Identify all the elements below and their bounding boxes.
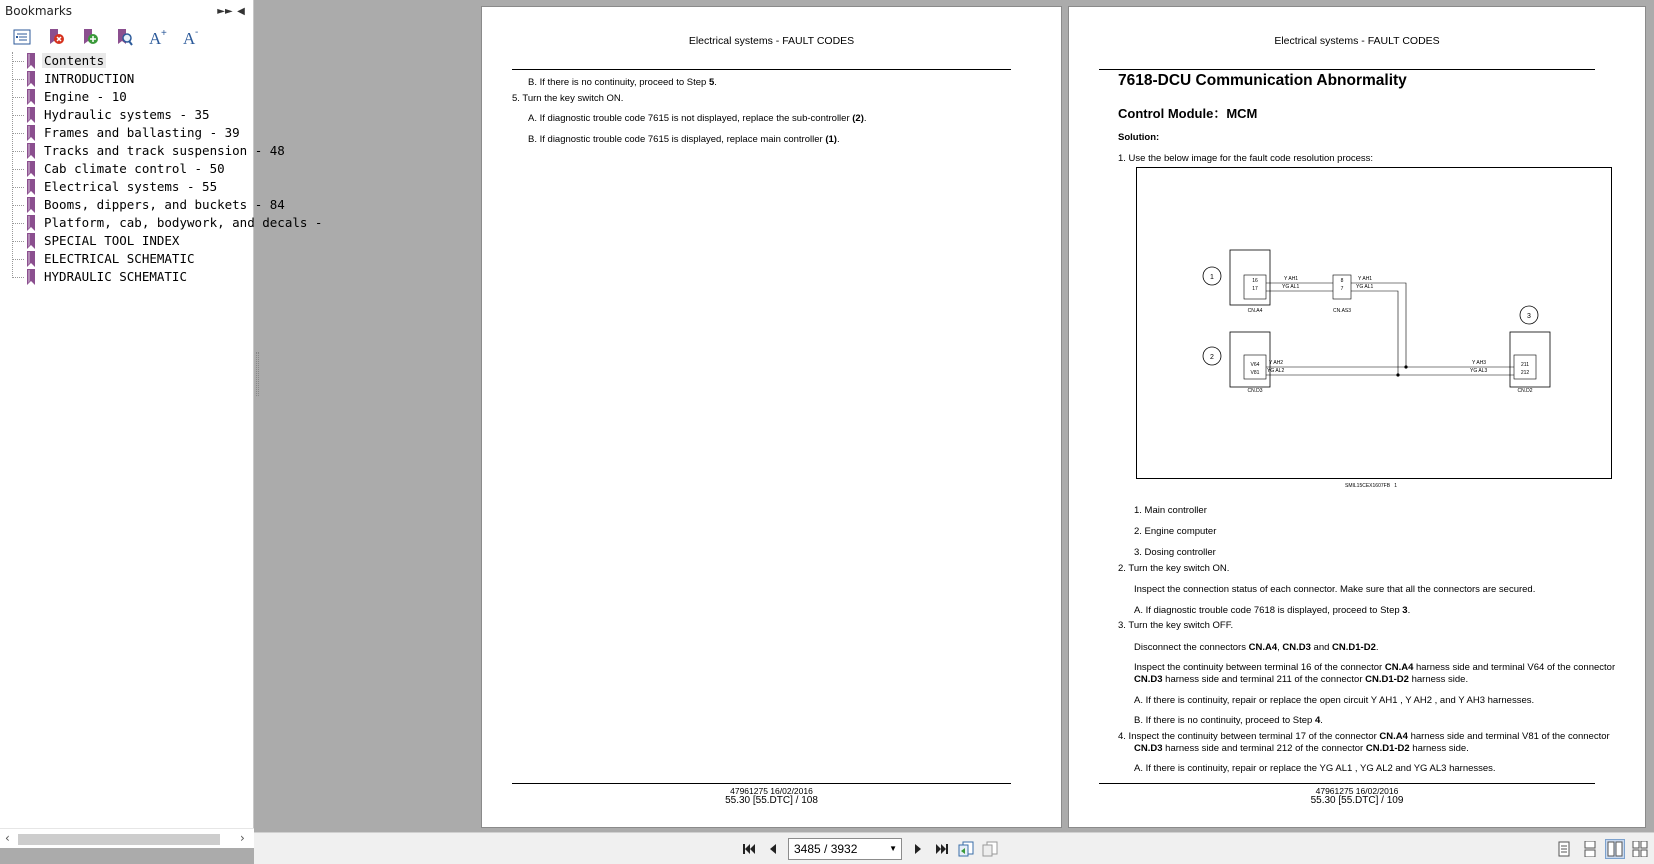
bookmark-item[interactable]	[0, 142, 285, 160]
header-rule	[512, 69, 1011, 70]
step-3-disconnect: Disconnect the connectors CN.A4, CN.D3 and CN.D1-D2.	[1134, 642, 1379, 653]
bookmark-icon	[26, 251, 36, 267]
page-header: Electrical systems - FAULT CODES	[1274, 35, 1440, 47]
page-footer	[482, 786, 1061, 806]
connector-label: CN.D2	[1517, 388, 1533, 394]
bookmark-label: SPECIAL TOOL INDEX	[44, 233, 180, 248]
next-view-icon[interactable]	[981, 839, 999, 859]
scroll-right-icon[interactable]: ›	[240, 831, 245, 845]
pin-label: 7	[1340, 286, 1344, 292]
svg-text:A: A	[149, 29, 162, 46]
bookmarks-panel	[0, 0, 323, 848]
wire-label: YG AL2	[1267, 368, 1285, 374]
facing-icon[interactable]	[1605, 839, 1625, 859]
pin-label: 16	[1252, 278, 1258, 284]
bookmark-icon	[26, 107, 36, 123]
find-bookmark-icon[interactable]	[110, 25, 138, 49]
bookmark-icon	[26, 179, 36, 195]
callout-1: 1	[1210, 274, 1214, 281]
bookmark-icon	[26, 215, 36, 231]
bookmark-label: Booms, dippers, and buckets - 84	[44, 197, 285, 212]
document-page-right	[1068, 6, 1646, 828]
bookmark-item[interactable]	[0, 160, 253, 178]
step-text: B. If diagnostic trouble code 7615 is displayed, replace main controller (1).	[528, 134, 840, 145]
footer-doc-id: 47961275 16/02/2016	[1315, 786, 1399, 796]
step-4-a: A. If there is continuity, repair or replace the YG AL1 , YG AL2 and YG AL3 harnesses.	[1134, 763, 1496, 774]
bookmarks-title: Bookmarks	[5, 4, 73, 18]
bookmark-label: ELECTRICAL SCHEMATIC	[44, 251, 195, 266]
step-3-a: A. If there is continuity, repair or replace the open circuit Y AH1 , Y AH2 , and Y AH3 harnesses.	[1134, 695, 1535, 706]
bookmark-label: HYDRAULIC SCHEMATIC	[44, 269, 187, 284]
bookmark-item[interactable]	[0, 52, 253, 70]
pin-label: 211	[1521, 362, 1529, 368]
delete-bookmark-icon[interactable]	[42, 25, 70, 49]
bookmark-icon	[26, 53, 36, 69]
bookmarks-toolbar	[0, 22, 253, 52]
pin-label: V64	[1250, 362, 1260, 368]
bookmark-label: Tracks and track suspension - 48	[44, 143, 285, 158]
collapse-panel-icon[interactable]: ◀	[237, 5, 245, 17]
decrease-font-icon[interactable]	[178, 25, 206, 49]
panel-splitter[interactable]	[256, 352, 259, 396]
bookmark-item[interactable]	[0, 196, 285, 214]
figure-ref: SMIL15CEX1607FB 1	[1345, 483, 1397, 489]
bookmark-icon	[26, 197, 36, 213]
footer-rule	[1099, 783, 1595, 784]
bookmark-icon	[26, 269, 36, 285]
step-2-text: Inspect the connection status of each connector. Make sure that all the connectors are secured.	[1134, 584, 1536, 595]
continuous-icon[interactable]	[1580, 839, 1600, 859]
chevron-down-icon[interactable]: ▼	[889, 844, 897, 853]
bookmarks-header	[0, 0, 253, 22]
step-text: A. If diagnostic trouble code 7615 is not displayed, replace the sub-controller (2).	[528, 113, 867, 124]
step-4: CN.D3 harness side and terminal 212 of the connector CN.D1-D2 harness side.	[1134, 743, 1469, 754]
bookmark-label: INTRODUCTION	[44, 71, 135, 86]
footer-page-number: 55.30 [55.DTC] / 108	[725, 795, 818, 806]
connector-label: CN.AS3	[1332, 308, 1352, 314]
document-page-left	[481, 6, 1062, 828]
fault-title: 7618-DCU Communication Abnormality	[1118, 72, 1407, 89]
step-3-inspect: CN.D3 harness side and terminal 211 of the connector CN.D1-D2 harness side.	[1134, 674, 1469, 685]
bookmark-icon	[26, 89, 36, 105]
pin-label: V81	[1250, 370, 1260, 376]
last-page-icon[interactable]	[933, 839, 951, 859]
next-page-icon[interactable]	[909, 839, 927, 859]
step-3-b: B. If there is no continuity, proceed to Step 4.	[1134, 715, 1323, 726]
horizontal-scrollbar[interactable]	[0, 828, 254, 848]
footer-doc-id: 47961275 16/02/2016	[730, 786, 813, 796]
step-3: 3. Turn the key switch OFF.	[1118, 620, 1234, 631]
first-page-icon[interactable]	[740, 839, 758, 859]
callout-3: 3	[1527, 313, 1531, 320]
prev-page-icon[interactable]	[764, 839, 782, 859]
wiring-diagram	[1136, 167, 1612, 479]
bookmark-tree	[0, 52, 323, 286]
bookmark-item[interactable]	[0, 214, 323, 232]
bookmark-icon	[26, 233, 36, 249]
bookmark-item[interactable]	[0, 178, 253, 196]
bookmark-icon	[26, 125, 36, 141]
bookmark-label: Cab climate control - 50	[44, 161, 225, 176]
wire-label: Y AH1	[1358, 276, 1373, 282]
page-number-input[interactable]	[788, 838, 902, 860]
bookmark-item[interactable]	[0, 250, 253, 268]
pin-label: 8	[1340, 278, 1344, 284]
bookmark-icon	[26, 143, 36, 159]
svg-text:A: A	[183, 29, 196, 46]
bookmark-label: Engine - 10	[44, 89, 127, 104]
bookmark-item[interactable]	[0, 232, 253, 250]
step-3-inspect: Inspect the continuity between terminal 16 of the connector CN.A4 harness side and terminal V64 of the connector	[1134, 662, 1616, 673]
legend-item: 1. Main controller	[1134, 505, 1207, 516]
page-footer	[1069, 786, 1645, 806]
bookmark-icon	[26, 161, 36, 177]
footer-page-number: 55.30 [55.DTC] / 109	[1310, 795, 1404, 806]
solution-label: Solution:	[1118, 132, 1160, 143]
page-number-value: 3485 / 3932	[794, 842, 858, 856]
navigation-toolbar	[254, 832, 1654, 864]
legend-item: 2. Engine computer	[1134, 526, 1217, 537]
expand-all-icon[interactable]	[8, 25, 36, 49]
increase-font-icon[interactable]	[144, 25, 172, 49]
pin-label: 212	[1520, 370, 1530, 376]
bookmark-item[interactable]	[0, 124, 253, 142]
step-text: 5. Turn the key switch ON.	[512, 93, 624, 104]
wire-label: YG AL1	[1356, 284, 1374, 290]
svg-text:+: +	[161, 28, 167, 39]
bookmark-icon	[26, 71, 36, 87]
connector-label: CN.D3	[1247, 388, 1263, 394]
bookmark-item[interactable]	[0, 106, 253, 124]
bookmark-label: Platform, cab, bodywork, and decals -	[44, 215, 323, 230]
step-text: B. If there is no continuity, proceed to Step 5.	[528, 77, 717, 88]
bookmark-item[interactable]	[0, 70, 253, 88]
legend-item: 3. Dosing controller	[1134, 547, 1216, 558]
bookmark-item[interactable]	[0, 88, 253, 106]
bookmark-label: Contents	[44, 53, 105, 68]
continuous-facing-icon[interactable]	[1630, 839, 1650, 859]
add-bookmark-icon[interactable]	[76, 25, 104, 49]
bookmark-label: Hydraulic systems - 35	[44, 107, 210, 122]
wire-label: YG AL1	[1282, 284, 1300, 290]
wire-label: Y AH3	[1472, 360, 1487, 366]
wire-label: Y AH1	[1284, 276, 1299, 282]
single-page-icon[interactable]	[1554, 839, 1574, 859]
connector-label: CN.A4	[1247, 308, 1263, 314]
scrollbar-thumb[interactable]	[18, 834, 220, 845]
wire-label: YG AL3	[1470, 368, 1488, 374]
prev-view-icon[interactable]	[957, 839, 975, 859]
page-header: Electrical systems - FAULT CODES	[688, 35, 855, 47]
bookmark-label: Electrical systems - 55	[44, 179, 218, 194]
header-rule	[1099, 69, 1595, 70]
bookmark-label: Frames and ballasting - 39	[44, 125, 240, 140]
callout-2: 2	[1210, 354, 1214, 361]
svg-text:-: -	[195, 28, 199, 38]
step-1: 1. Use the below image for the fault code resolution process:	[1118, 153, 1374, 164]
wire-label: Y AH2	[1269, 360, 1284, 366]
pin-label: 17	[1252, 286, 1258, 292]
step-4: 4. Inspect the continuity between terminal 17 of the connector CN.A4 harness side and terminal V81 of the connector	[1118, 731, 1610, 742]
bookmark-item[interactable]	[0, 268, 253, 286]
panel-menu-icon[interactable]: ►►	[217, 5, 233, 17]
footer-rule	[512, 783, 1011, 784]
step-2: 2. Turn the key switch ON.	[1118, 563, 1230, 574]
step-2-a: A. If diagnostic trouble code 7618 is displayed, proceed to Step 3.	[1134, 605, 1411, 616]
control-module: Control Module：MCM	[1118, 106, 1258, 121]
scroll-left-icon[interactable]: ‹	[5, 831, 10, 845]
